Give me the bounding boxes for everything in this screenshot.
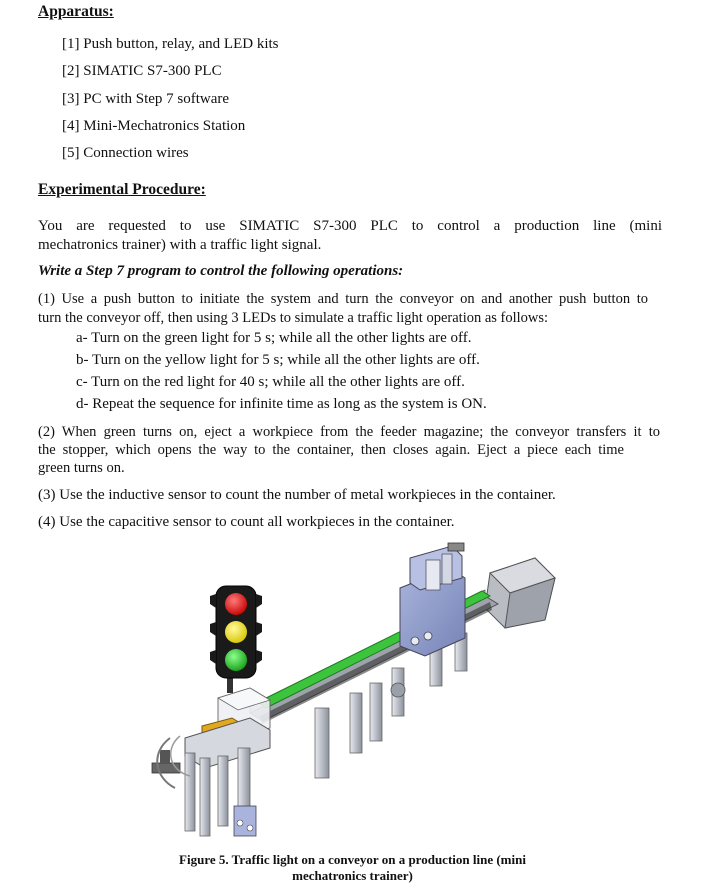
op1-line-1: (1) Use a push button to initiate the system and turn the conveyor on and another push button to — [38, 291, 648, 307]
apparatus-item-2: [2] SIMATIC S7-300 PLC — [62, 63, 222, 79]
apparatus-item-5: [5] Connection wires — [62, 145, 189, 161]
op2-line-1: (2) When green turns on, eject a workpiece from the feeder magazine; the conveyor transfers it to — [38, 424, 660, 440]
intro-line-2: mechatronics trainer) with a traffic light signal. — [38, 237, 322, 253]
container-bin — [485, 558, 555, 628]
apparatus-item-1: [1] Push button, relay, and LED kits — [62, 36, 279, 52]
task-title: Write a Step 7 program to control the following operations: — [38, 263, 404, 279]
red-light — [225, 593, 247, 615]
apparatus-heading: Apparatus: — [38, 3, 114, 20]
figure-caption-line-1: Figure 5. Traffic light on a conveyor on a production line (mini — [179, 852, 526, 867]
figure-caption-line-2: mechatronics trainer) — [292, 868, 413, 883]
procedure-heading: Experimental Procedure: — [38, 181, 206, 198]
intro-line-1: You are requested to use SIMATIC S7-300 PLC to control a production line (mini — [38, 218, 662, 234]
op1-step-a: a- Turn on the green light for 5 s; while all the other lights are off. — [76, 330, 472, 346]
op2-line-3: green turns on. — [38, 460, 125, 476]
yellow-light — [225, 621, 247, 643]
base-unit — [152, 718, 270, 836]
op2-line-2: the stopper, which opens the way to the container, then closes again. Eject a piece each time — [38, 442, 624, 458]
feeder-station — [400, 543, 465, 656]
apparatus-item-4: [4] Mini-Mechatronics Station — [62, 118, 246, 134]
figure-caption — [150, 852, 555, 884]
op3-text: (3) Use the inductive sensor to count the number of metal workpieces in the container. — [38, 487, 556, 503]
op4-text: (4) Use the capacitive sensor to count all workpieces in the container. — [38, 514, 455, 530]
op1-step-c: c- Turn on the red light for 40 s; while all the other lights are off. — [76, 374, 465, 390]
op1-step-d: d- Repeat the sequence for infinite time as long as the system is ON. — [76, 396, 487, 412]
apparatus-item-3: [3] PC with Step 7 software — [62, 91, 230, 107]
conveyor-figure — [130, 538, 570, 843]
op1-line-2: turn the conveyor off, then using 3 LEDs to simulate a traffic light operation as follows: — [38, 310, 549, 326]
traffic-light — [210, 586, 262, 693]
green-light — [225, 649, 247, 671]
op1-step-b: b- Turn on the yellow light for 5 s; while all the other lights are off. — [76, 352, 480, 368]
